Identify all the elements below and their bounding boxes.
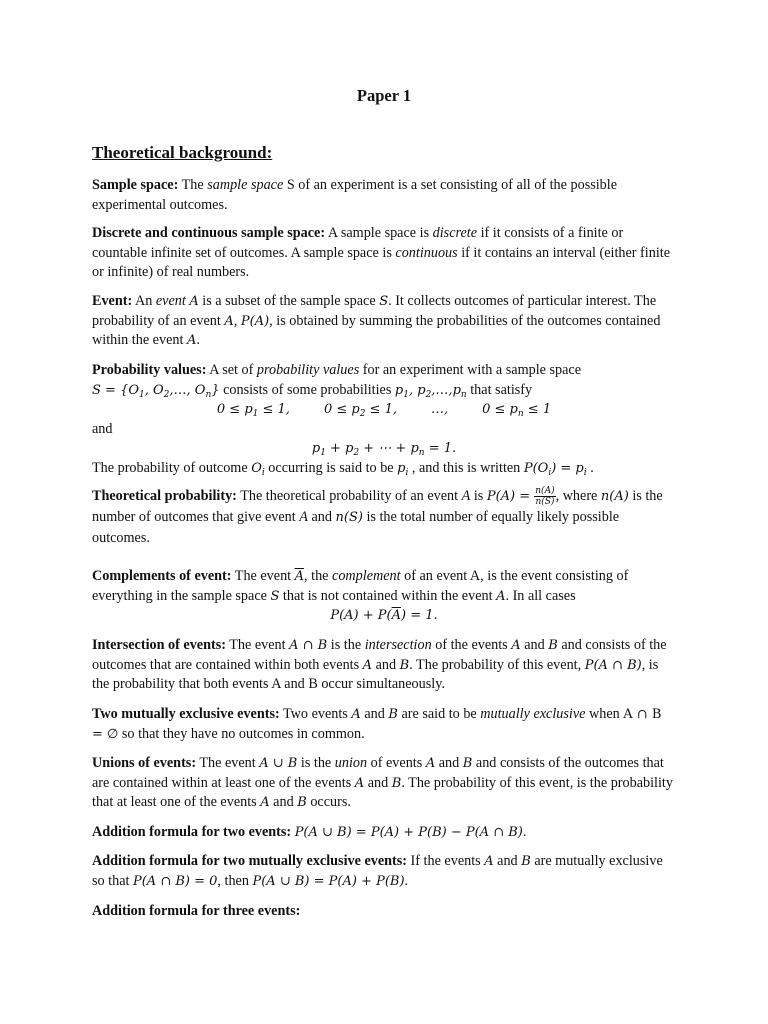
term-label: Unions of events: — [92, 755, 197, 771]
discrete-continuous-paragraph: Discrete and continuous sample space: A sample space is discrete if it consists of a finite or countable infinite set of outcomes. A sample space is continuous if it contains an interval (either finite or infinite) of real numbers. — [92, 225, 670, 281]
term-label: Addition formula for three events: — [92, 903, 301, 919]
sample-space-set: $S = \{O_1$, $O_2,\dots$, $O_n$} — [92, 382, 220, 400]
term-label: Addition formula for two mutually exclusive events: — [92, 853, 407, 869]
addition-mutually-exclusive-paragraph: Addition formula for two mutually exclusive events: If the events A and B are mutually exclusive so that P(A ∩ B) = 0, then P(A ∪ B) = P(A) + P(B). — [92, 853, 663, 889]
addition-three-events-paragraph — [92, 902, 676, 922]
complement-equation: $P(A) + P(\overline{A}) = 1$. — [330, 608, 438, 624]
term-label: Theoretical probability: — [92, 488, 237, 504]
sample-space-paragraph: Sample space: The sample space S of an experiment is a set consisting of all of the possible experimental outcomes. — [92, 177, 618, 213]
probability-values-paragraph: Probability values: A set of probability values for an experiment with a sample space $S = \{O_1$, $O_2,\dots$, $O_n$} consists of some probabilities $p_1$, $p_2,\dots,p_n$ that satisfy $0 \le p_1 \le 1$, $0 \le p_2 \le 1$, …, $0 \le p_n \le 1$ and $p_1 + p_2$ + ⋯ + $p_n = 1$. The probability of outcome $O_i$ occurring is said to be $p_i$ , and this is written $P(O_i) = p_i$ . — [92, 361, 676, 479]
theoretical-probability-paragraph: Theoretical probability: The theoretical probability of an event A is P(A) = $\frac{n(A)}{n(S)}$ , where n(A) is the number of outcomes that give event A and n(S) is the total number of equally likely possible outcomes. — [92, 486, 663, 547]
unions-paragraph: Unions of events: The event A ∪ B is the union of events A and B and consists of the outcomes that are contained within at least one of the events A and B. The probability of this event, is the probability that at least one of the events A and B occurs. — [92, 755, 673, 811]
term-label: Discrete and continuous sample space: — [92, 225, 326, 241]
inequality-row: $0 \le p_1 \le 1$, $0 \le p_2 \le 1$, …, $0 \le p_n \le 1$ — [216, 402, 552, 420]
term-label: Addition formula for two events: — [92, 824, 292, 840]
term-label: Probability values: — [92, 362, 207, 378]
term-label: Two mutually exclusive events: — [92, 706, 280, 722]
addition-two-events-paragraph: Addition formula for two events: P(A ∪ B) = P(A) + P(B) − P(A ∩ B). — [92, 824, 527, 840]
term-label: Intersection of events: — [92, 637, 226, 653]
event-paragraph: Event: An event A is a subset of the sample space S. It collects outcomes of particular interest. The probability of an event A, P(A), is obtained by summing the probabilities of the outcomes contained within the event A. — [92, 293, 661, 349]
term-label: Complements of event: — [92, 568, 232, 584]
mutually-exclusive-paragraph: Two mutually exclusive events: Two events A and B are said to be mutually exclusive when A ∩ B = ∅ so that they have no outcomes in common. — [92, 706, 662, 742]
sum-equation: $p_1 + p_2$ + ⋯ + $p_n = 1$. — [311, 441, 457, 459]
section-heading: Theoretical background: — [92, 143, 273, 162]
term-label: Sample space: — [92, 177, 179, 193]
complements-paragraph: Complements of event: The event $\overline{A}$, the complement of an event A, is the event consisting of everything in the sample space S that is not contained within the event A. In all cases $P(A) + P(\overline{A}) = 1$. — [92, 567, 676, 626]
page-title: Paper 1 — [356, 86, 412, 105]
intersection-paragraph: Intersection of events: The event A ∩ B is the intersection of the events A and B and consists of the outcomes that are contained within both events A and B. The probability of this event, P(A ∩ B), is the probability that both events A and B occur simultaneously. — [92, 637, 667, 693]
term-label: Event: — [92, 293, 133, 309]
fraction: $\frac{n(A)}{n(S)}$ — [535, 486, 555, 508]
